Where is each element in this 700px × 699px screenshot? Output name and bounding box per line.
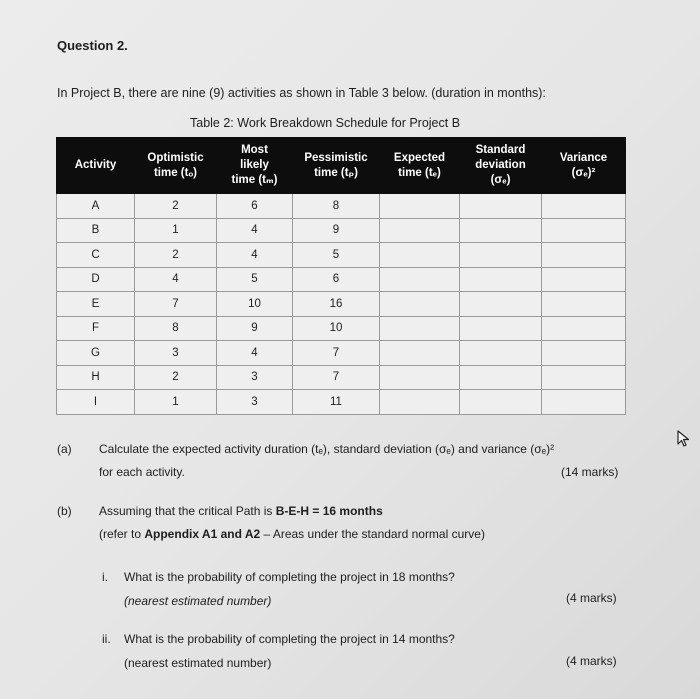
- cell-pessimistic: 7: [293, 365, 380, 390]
- cell-variance: [542, 194, 626, 219]
- table-row: [57, 341, 626, 366]
- part-b-line2: (refer to Appendix A1 and A2 – Areas under the standard normal curve): [99, 527, 485, 541]
- cell-expected: [380, 365, 460, 390]
- cell-most-likely: 10: [217, 292, 293, 317]
- cell-std-dev: [460, 267, 542, 292]
- subpart-ii-marks: (4 marks): [566, 654, 617, 668]
- table-row: [57, 194, 626, 219]
- part-a-marks: (14 marks): [561, 465, 619, 479]
- cell-expected: [380, 390, 460, 415]
- subpart-ii-question: What is the probability of completing the project in 14 months?: [124, 632, 455, 646]
- cell-pessimistic: 10: [293, 316, 380, 341]
- subpart-ii-label: ii.: [102, 632, 111, 646]
- cell-optimistic: 4: [135, 267, 217, 292]
- cell-activity: A: [57, 194, 135, 219]
- cell-std-dev: [460, 292, 542, 317]
- cell-std-dev: [460, 365, 542, 390]
- subpart-i-question: What is the probability of completing the project in 18 months?: [124, 570, 455, 584]
- cell-optimistic: 2: [135, 243, 217, 268]
- wbs-table: [56, 137, 626, 415]
- cell-most-likely: 3: [217, 365, 293, 390]
- subpart-ii-note: (nearest estimated number): [124, 656, 272, 670]
- cell-expected: [380, 194, 460, 219]
- cell-std-dev: [460, 218, 542, 243]
- cell-activity: F: [57, 316, 135, 341]
- table-caption: Table 2: Work Breakdown Schedule for Project B: [190, 116, 461, 130]
- table-row: [57, 390, 626, 415]
- cell-expected: [380, 243, 460, 268]
- table-row: [57, 292, 626, 317]
- cell-variance: [542, 218, 626, 243]
- cell-expected: [380, 292, 460, 317]
- cell-most-likely: 9: [217, 316, 293, 341]
- cell-optimistic: 3: [135, 341, 217, 366]
- question-intro: In Project B, there are nine (9) activities as shown in Table 3 below. (duration in months):: [57, 86, 546, 100]
- cell-variance: [542, 292, 626, 317]
- table-header-row: [57, 138, 626, 194]
- cell-std-dev: [460, 341, 542, 366]
- cell-pessimistic: 11: [293, 390, 380, 415]
- cell-most-likely: 3: [217, 390, 293, 415]
- cell-activity: G: [57, 341, 135, 366]
- cell-variance: [542, 267, 626, 292]
- question-title: Question 2.: [57, 38, 128, 53]
- cell-activity: C: [57, 243, 135, 268]
- cell-std-dev: [460, 390, 542, 415]
- cell-expected: [380, 341, 460, 366]
- cell-activity: H: [57, 365, 135, 390]
- cell-activity: I: [57, 390, 135, 415]
- header-std-dev: Standard deviation (σₑ): [460, 138, 542, 194]
- table-row: [57, 365, 626, 390]
- cell-optimistic: 1: [135, 218, 217, 243]
- header-pessimistic: Pessimistic time (tₚ): [293, 138, 380, 194]
- cell-variance: [542, 316, 626, 341]
- cell-pessimistic: 5: [293, 243, 380, 268]
- cell-pessimistic: 7: [293, 341, 380, 366]
- header-variance: Variance (σₑ)²: [542, 138, 626, 194]
- cell-most-likely: 4: [217, 218, 293, 243]
- cell-pessimistic: 16: [293, 292, 380, 317]
- cell-pessimistic: 6: [293, 267, 380, 292]
- cell-activity: E: [57, 292, 135, 317]
- cell-variance: [542, 243, 626, 268]
- cell-activity: B: [57, 218, 135, 243]
- cell-optimistic: 1: [135, 390, 217, 415]
- cell-std-dev: [460, 316, 542, 341]
- part-a-line2: for each activity.: [99, 465, 185, 479]
- header-expected: Expected time (tₑ): [380, 138, 460, 194]
- cell-variance: [542, 390, 626, 415]
- part-b-line1: Assuming that the critical Path is B-E-H = 16 months: [99, 504, 383, 518]
- cell-optimistic: 8: [135, 316, 217, 341]
- cell-pessimistic: 9: [293, 218, 380, 243]
- part-a-line1: Calculate the expected activity duration (tₑ), standard deviation (σₑ) and variance (σₑ)²: [99, 442, 555, 456]
- cell-std-dev: [460, 243, 542, 268]
- cell-expected: [380, 218, 460, 243]
- part-b-label: (b): [57, 504, 72, 518]
- cell-activity: D: [57, 267, 135, 292]
- cell-variance: [542, 365, 626, 390]
- table-row: [57, 218, 626, 243]
- cell-most-likely: 6: [217, 194, 293, 219]
- cell-optimistic: 7: [135, 292, 217, 317]
- cell-expected: [380, 267, 460, 292]
- header-most-likely: Most likely time (tₘ): [217, 138, 293, 194]
- cell-variance: [542, 341, 626, 366]
- cell-std-dev: [460, 194, 542, 219]
- header-activity: Activity: [57, 138, 135, 194]
- part-a-label: (a): [57, 442, 72, 456]
- subpart-i-note: (nearest estimated number): [124, 594, 272, 608]
- cell-optimistic: 2: [135, 365, 217, 390]
- table-row: [57, 243, 626, 268]
- cell-most-likely: 4: [217, 341, 293, 366]
- cell-expected: [380, 316, 460, 341]
- cell-pessimistic: 8: [293, 194, 380, 219]
- mouse-cursor-icon: [677, 430, 691, 448]
- table-row: [57, 316, 626, 341]
- table-row: [57, 267, 626, 292]
- cell-most-likely: 5: [217, 267, 293, 292]
- subpart-i-label: i.: [102, 570, 108, 584]
- subpart-i-marks: (4 marks): [566, 591, 617, 605]
- cell-optimistic: 2: [135, 194, 217, 219]
- header-optimistic: Optimistic time (tₒ): [135, 138, 217, 194]
- cell-most-likely: 4: [217, 243, 293, 268]
